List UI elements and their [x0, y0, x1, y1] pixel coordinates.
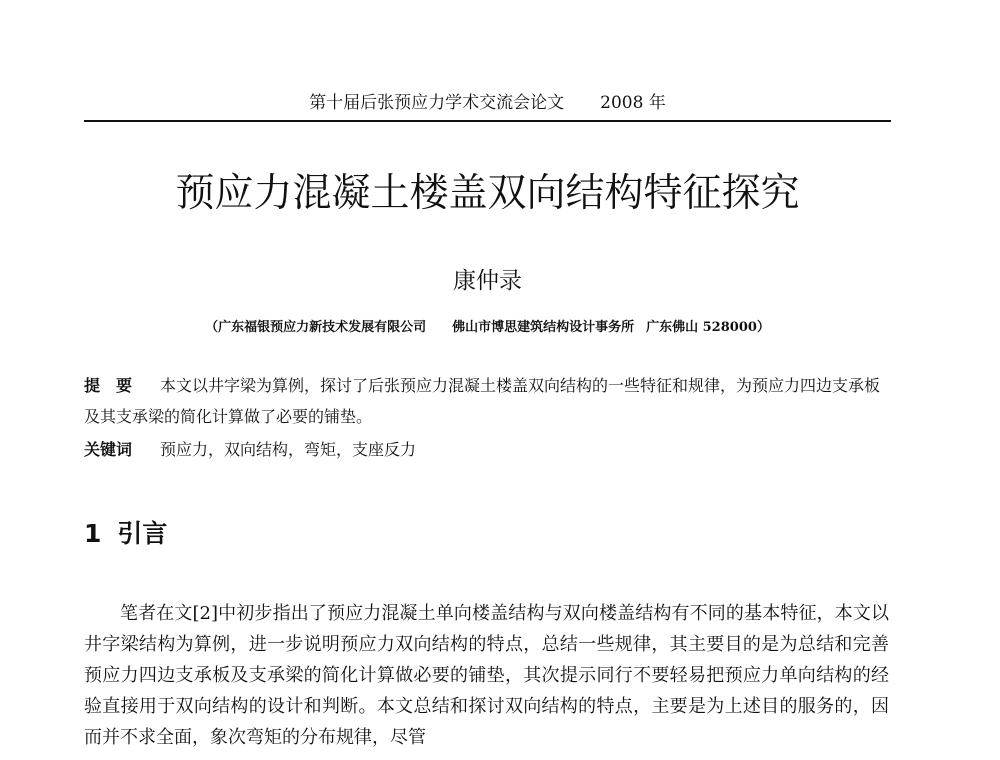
keywords-text: 预应力，双向结构，弯矩，支座反力: [160, 440, 417, 459]
affiliation-office: 佛山市博思建筑结构设计事务所: [452, 320, 635, 335]
abstract: [84, 370, 884, 432]
section-number: 1: [84, 519, 102, 548]
section-heading: [84, 516, 167, 552]
keywords: [84, 436, 884, 464]
affiliation-company: （广东福银预应力新技术发展有限公司: [205, 320, 427, 335]
keywords-label: 关键词: [84, 440, 133, 459]
running-header: [84, 92, 891, 122]
abstract-text: 本文以井字梁为算例，探讨了后张预应力混凝土楼盖双向结构的一些特征和规律，为预应力四边支承板及其支承梁的简化计算做了必要的铺垫。: [84, 376, 881, 426]
paper-title: 预应力混凝土楼盖双向结构特征探究: [175, 171, 800, 216]
author-name: 康仲录: [453, 268, 522, 294]
affiliation-location: 广东佛山 528000）: [646, 320, 770, 335]
conference-year: 2008 年: [600, 93, 666, 113]
body-paragraph: 笔者在文[2]中初步指出了预应力混凝土单向楼盖结构与双向楼盖结构有不同的基本特征，本文以井字梁结构为算例，进一步说明预应力双向结构的特点，总结一些规律，其主要目的是为总结和完善预应力四边支承板及支承梁的简化计算做必要的铺垫，其次提示同行不要轻易把预应力单向结构的经验直接用于双向结构的设计和判断。本文总结和探讨双向结构的特点，主要是为上述目的服务的，因而并不求全面，象次弯矩的分布规律，尽管: [84, 603, 889, 748]
conference-name: 第十届后张预应力学术交流会论文: [309, 93, 565, 113]
abstract-label: 提 要: [84, 376, 133, 395]
section-title: 引言: [117, 519, 168, 548]
author-affiliation: [84, 319, 891, 337]
